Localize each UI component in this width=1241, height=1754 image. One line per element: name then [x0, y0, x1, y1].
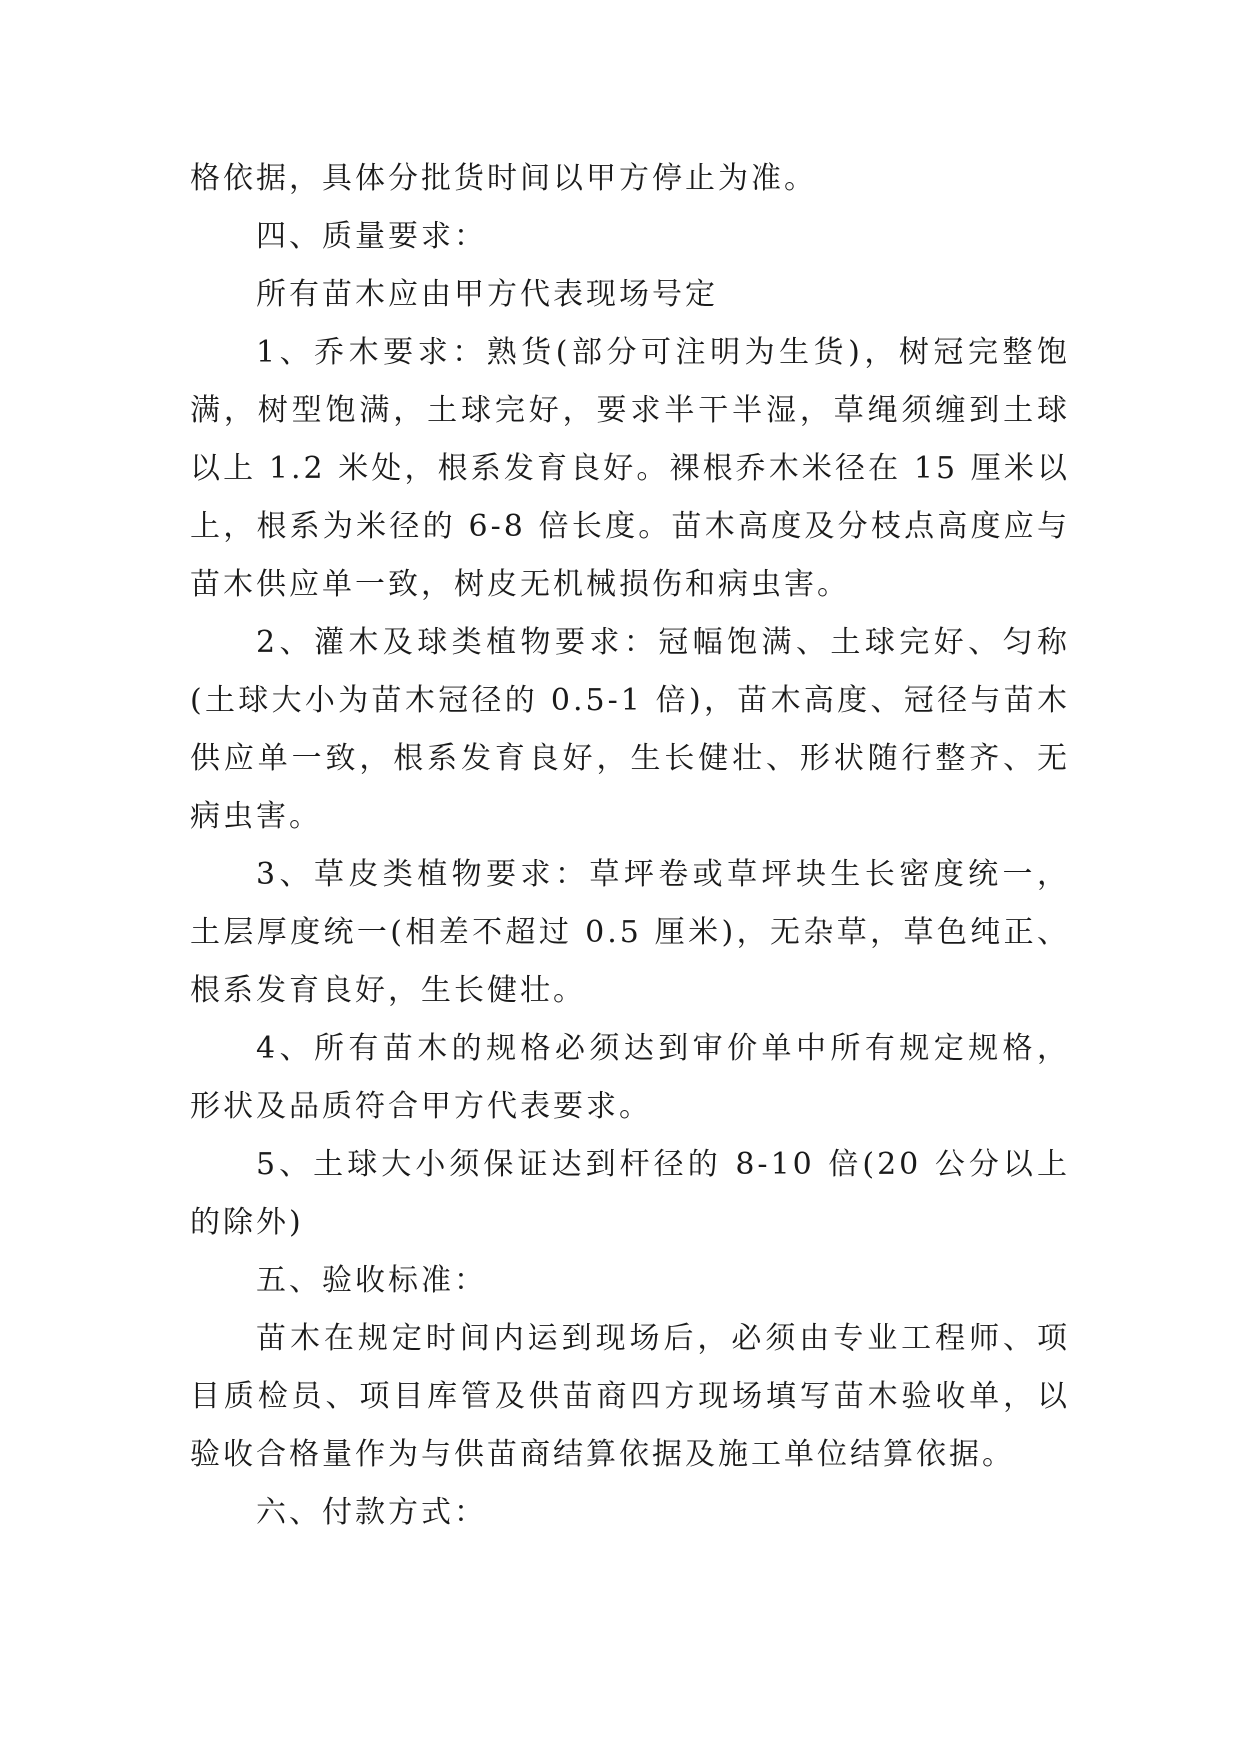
paragraph-acceptance-standard: 苗木在规定时间内运到现场后，必须由专业工程师、项目质检员、项目库管及供苗商四方现场填写苗木验收单，以验收合格量作为与供苗商结算依据及施工单位结算依据。 [190, 1321, 1070, 1472]
paragraph-shrub-requirements: 2、灌木及球类植物要求：冠幅饱满、土球完好、匀称(土球大小为苗木冠径的 0.5-1 倍)，苗木高度、冠径与苗木供应单一致，根系发育良好，生长健壮、形状随行整齐、无病虫害。 [190, 625, 1070, 834]
paragraph-specification-requirements: 4、所有苗木的规格必须达到审价单中所有规定规格，形状及品质符合甲方代表要求。 [190, 1031, 1070, 1124]
document-page [190, 150, 1070, 1542]
paragraph-turf-requirements: 3、草皮类植物要求：草坪卷或草坪块生长密度统一，土层厚度统一(相差不超过 0.5 厘米)，无杂草，草色纯正、根系发育良好，生长健壮。 [190, 857, 1070, 1008]
paragraph-continuation: 格依据，具体分批货时间以甲方停止为准。 [190, 161, 817, 196]
paragraph-tree-requirements: 1、乔木要求：熟货(部分可注明为生货)，树冠完整饱满，树型饱满，土球完好，要求半干半湿，草绳须缠到土球以上 1.2 米处，根系发育良好。裸根乔木米径在 15 厘米以上，根系为米径的 6-8 倍长度。苗木高度及分枝点高度应与苗木供应单一致，树皮无机械损伤和病虫害。 [190, 335, 1070, 602]
paragraph-soil-ball-requirements: 5、土球大小须保证达到杆径的 8-10 倍(20 公分以上的除外) [190, 1147, 1070, 1240]
section-heading-quality: 四、质量要求： [256, 219, 487, 254]
paragraph-quality-intro: 所有苗木应由甲方代表现场号定 [256, 277, 718, 312]
section-heading-payment: 六、付款方式： [256, 1495, 487, 1530]
section-heading-acceptance: 五、验收标准： [256, 1263, 487, 1298]
